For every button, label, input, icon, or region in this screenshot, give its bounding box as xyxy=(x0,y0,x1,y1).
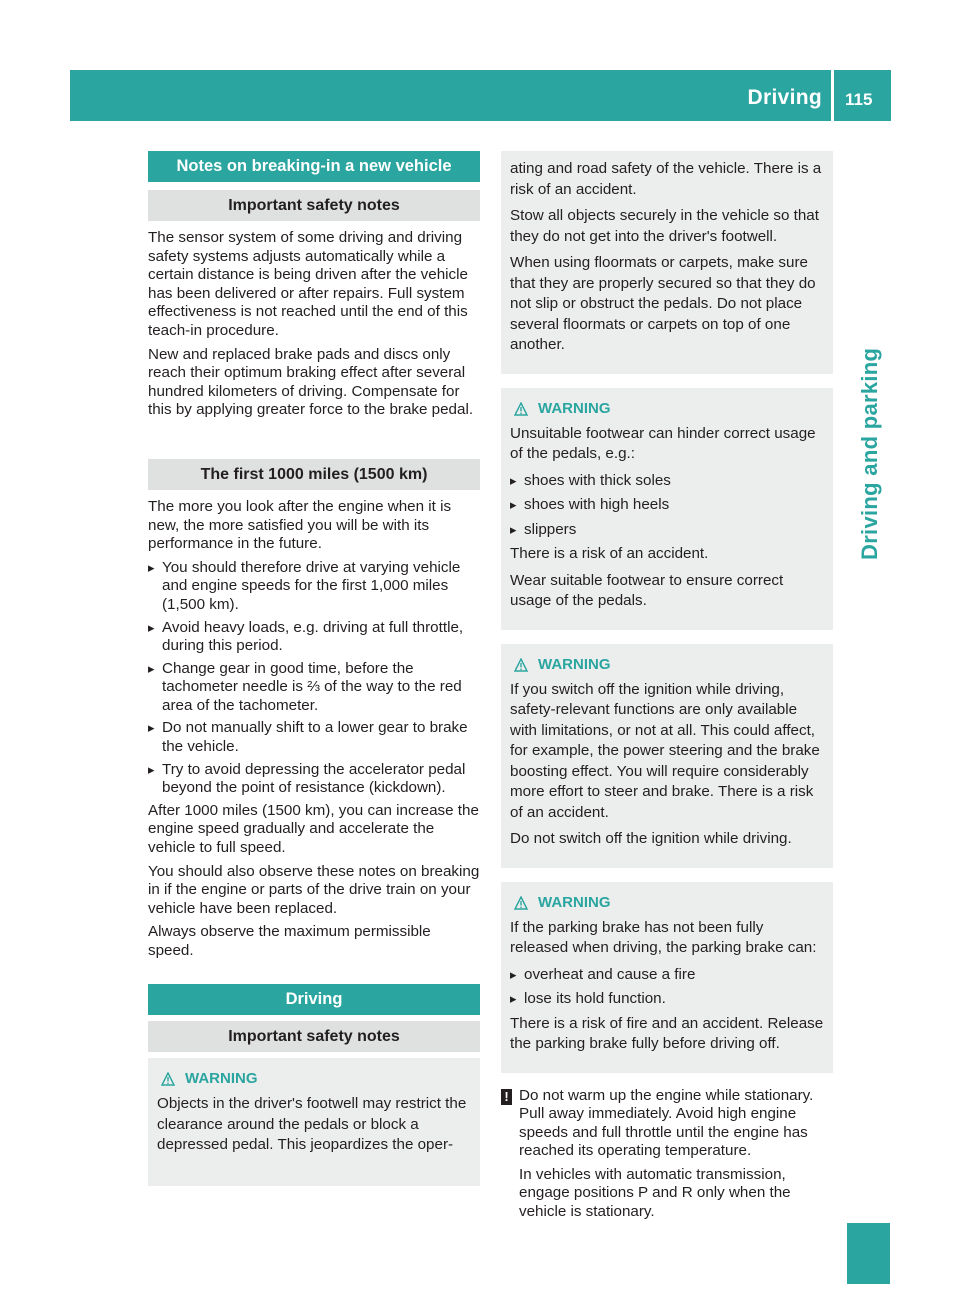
subheading-safety-notes: Important safety notes xyxy=(148,190,480,221)
warning-label: WARNING xyxy=(185,1070,258,1087)
warning-triangle-icon xyxy=(161,1072,175,1086)
section-heading-driving: Driving xyxy=(148,984,480,1015)
note-block xyxy=(501,1087,833,1222)
warning-text: There is a risk of an accident. xyxy=(510,545,709,562)
left-column-lower xyxy=(148,984,480,1186)
list-item: ▸ slippers xyxy=(510,520,825,541)
header-section-title: Driving xyxy=(747,86,822,109)
header-divider xyxy=(831,70,834,121)
page-number: 115 xyxy=(845,90,873,109)
list-item: ▸ shoes with high heels xyxy=(510,495,825,516)
paragraph: When using floormats or carpets, make sure that they are properly secured so that they do not slip or obstruct the pedals. Do not place several floormats or carpets on top of one another. xyxy=(510,254,816,353)
left-column xyxy=(148,151,480,966)
list-item: ▸ Do not manually shift to a lower gear to brake the vehicle. xyxy=(148,719,480,756)
warning-label: WARNING xyxy=(538,655,611,673)
warning-text: If you switch off the ignition while driving, safety-relevant functions are only available with limitations, or not at all. This could affect, for example, the power steering and the brake boosting effect. You will require considerably more effort to steer and brake. There is a risk of an accident. xyxy=(510,680,820,821)
paragraph: After 1000 miles (1500 km), you can increase the engine speed gradually and accelerate the vehicle to full speed. xyxy=(148,801,479,857)
list-item: ▸ lose its hold function. xyxy=(510,989,825,1010)
note-text: Do not warm up the engine while stationary. Pull away immediately. Avoid high engine speeds and full throttle until the engine has reached its operating temperature. xyxy=(519,1086,814,1160)
warning-text: Objects in the driver's footwell may restrict the clearance around the pedals or block a depressed pedal. This jeopardizes the oper- xyxy=(157,1095,467,1153)
section-heading-breakin: Notes on breaking-in a new vehicle xyxy=(148,151,480,182)
warning-box xyxy=(148,1058,480,1186)
subheading-safety-notes-2: Important safety notes xyxy=(148,1021,480,1052)
warning-text: Unsuitable footwear can hinder correct usage of the pedals, e.g.: xyxy=(510,424,816,462)
paragraph: You should also observe these notes on breaking in if the engine or parts of the drive train on your vehicle have been replaced. xyxy=(148,862,480,917)
warning-text: Wear suitable footwear to ensure correct usage of the pedals. xyxy=(510,571,784,609)
paragraph: ating and road safety of the vehicle. There is a risk of an accident. xyxy=(510,160,822,198)
subheading-first-miles: The first 1000 miles (1500 km) xyxy=(148,459,480,490)
warning-text: Do not switch off the ignition while driving. xyxy=(510,830,792,847)
paragraph: Stow all objects securely in the vehicle so that they do not get into the driver's footwell. xyxy=(510,207,819,245)
list-item: ▸ Try to avoid depressing the accelerator pedal beyond the point of resistance (kickdown). xyxy=(148,761,480,798)
side-tab-label: Driving and parking xyxy=(857,347,882,560)
warning-box-ignition xyxy=(501,644,833,868)
list-item: ▸ shoes with thick soles xyxy=(510,471,825,492)
warning-text: If the parking brake has not been fully released when driving, the parking brake can: xyxy=(510,918,817,956)
warning-box-footwear xyxy=(501,388,833,630)
paragraph: The more you look after the engine when it is new, the more satisfied you will be with its performance in the future. xyxy=(148,497,452,553)
warning-triangle-icon xyxy=(514,402,528,416)
warning-box-continued xyxy=(501,151,833,374)
warning-label: WARNING xyxy=(538,893,611,911)
paragraph: The sensor system of some driving and driving safety systems adjusts automatically while a certain distance is being driven after the vehicle has been delivered or after repairs. Full system effectiveness is not reached until the end of this teach-in procedure. xyxy=(148,229,468,339)
side-tab-block xyxy=(847,1223,890,1284)
list-item: ▸ overheat and cause a fire xyxy=(510,965,825,986)
note-text: In vehicles with automatic transmission, engage positions P and R only when the vehicle is stationary. xyxy=(519,1165,791,1221)
paragraph: New and replaced brake pads and discs only reach their optimum braking effect after several hundred kilometers of driving. Compensate for this by applying greater force to the brake pedal. xyxy=(148,345,474,419)
exclamation-icon: ! xyxy=(501,1089,512,1105)
list-item: ▸ Avoid heavy loads, e.g. driving at full throttle, during this period. xyxy=(148,619,480,656)
side-tab xyxy=(857,300,887,560)
warning-triangle-icon xyxy=(514,896,528,910)
warning-box-parking-brake xyxy=(501,882,833,1073)
paragraph: Always observe the maximum permissible speed. xyxy=(148,923,431,959)
list-item: ▸ Change gear in good time, before the tachometer needle is ⅔ of the way to the red area of the tachometer. xyxy=(148,660,480,716)
list-item: ▸ You should therefore drive at varying vehicle and engine speeds for the first 1,000 miles (1,500 km). xyxy=(148,559,480,615)
warning-text: There is a risk of fire and an accident. Release the parking brake fully before driving off. xyxy=(510,1014,824,1052)
warning-label: WARNING xyxy=(538,399,611,417)
warning-triangle-icon xyxy=(514,658,528,672)
right-column xyxy=(501,151,833,1227)
